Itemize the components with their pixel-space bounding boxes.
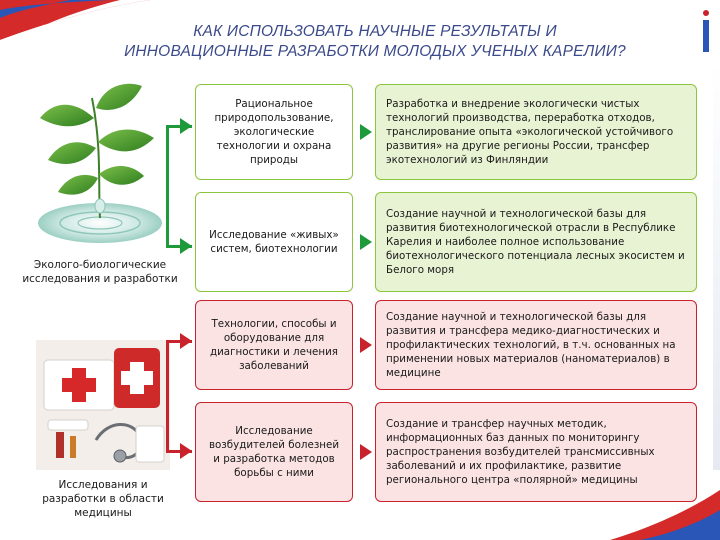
description-box-eco-technologies xyxy=(375,84,697,180)
topic-text: Технологии, способы и оборудование для диагностики и лечения заболеваний xyxy=(209,318,339,372)
topic-box-living-systems xyxy=(195,192,353,292)
description-box-polar-medicine xyxy=(375,402,697,502)
title-line-1: КАК ИСПОЛЬЗОВАТЬ НАУЧНЫЕ РЕЗУЛЬТАТЫ И xyxy=(193,23,557,40)
title-line-2: ИННОВАЦИОННЫЕ РАЗРАБОТКИ МОЛОДЫХ УЧЕНЫХ КАРЕЛИИ? xyxy=(124,43,626,60)
green-arrow-head-top xyxy=(180,118,192,134)
topic-box-nature-management xyxy=(195,84,353,180)
description-text: Создание и трансфер научных методик, информационных баз данных по мониторингу распространения возбудителей трансмиссивных заболеваний и их профилактике, развитие регионального центра «полярной» медицины xyxy=(386,418,655,486)
green-leaves-water-drop-photo xyxy=(32,78,170,248)
description-box-medical-diagnostics xyxy=(375,300,697,390)
topic-text: Исследование «живых» систем, биотехнологии xyxy=(209,229,339,255)
row-arrow xyxy=(360,337,372,353)
description-text: Создание научной и технологической базы для развития биотехнологической отрасли в Республике Карелия и наиболее полное использование биотехнологического потенциала лесных экосистем и Белого моря xyxy=(386,208,685,276)
green-arrow-head-bottom xyxy=(180,238,192,254)
description-text: Разработка и внедрение экологически чистых технологий производства, переработка отходов, транслирование опыта «экологической устойчивого развития» на другие регионы России, трансфер экотехнологий из Финляндии xyxy=(386,98,674,166)
topic-box-pathogens xyxy=(195,402,353,502)
section-caption-medicine: Исследования и разработки в области медицины xyxy=(42,479,164,519)
row-arrow xyxy=(360,444,372,460)
red-arrow-head-bottom xyxy=(180,443,192,459)
red-arrow-head-top xyxy=(180,333,192,349)
description-box-biotech-base xyxy=(375,192,697,292)
red-connector-vertical xyxy=(166,340,169,452)
right-edge-stripe xyxy=(713,60,720,470)
green-connector-vertical xyxy=(166,125,169,248)
section-caption-ecology: Эколого-биологические исследования и разработки xyxy=(22,259,178,285)
row-arrow xyxy=(360,234,372,250)
topic-box-diagnostics xyxy=(195,300,353,390)
logo-mark xyxy=(699,10,713,58)
medical-kit-stethoscope-photo xyxy=(36,340,170,470)
topic-text: Рациональное природопользование, экологические технологии и охрана природы xyxy=(214,98,334,166)
row-arrow xyxy=(360,124,372,140)
page-title xyxy=(60,22,690,62)
topic-text: Исследование возбудителей болезней и разработка методов борьбы с ними xyxy=(208,425,340,479)
description-text: Создание научной и технологической базы для развития и трансфера медико-диагностических и профилактических технологий, в т.ч. основанных на применении новых материалов (наноматериалов) в медицине xyxy=(386,311,676,379)
